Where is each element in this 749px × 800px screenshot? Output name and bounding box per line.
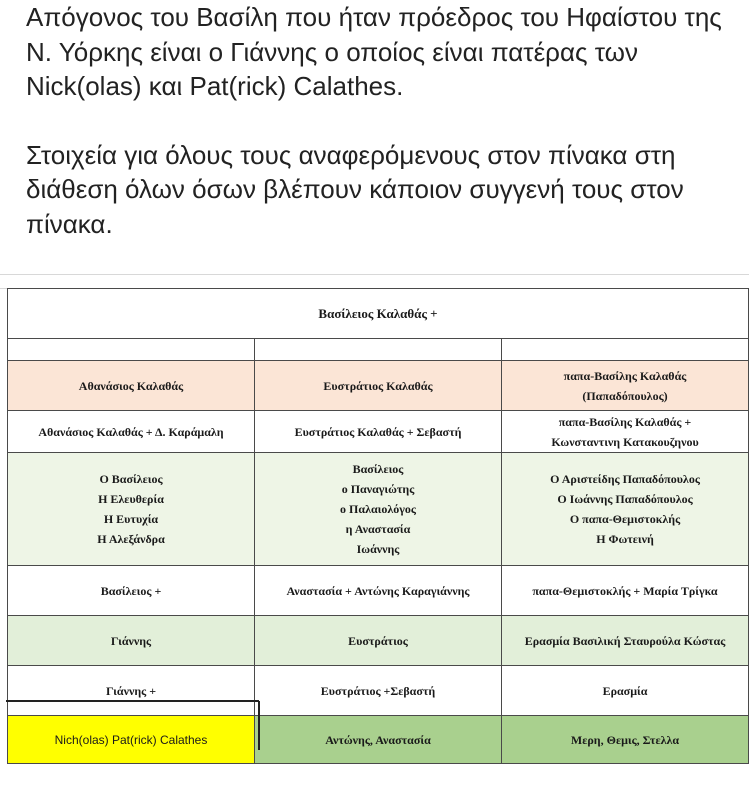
table-row <box>8 716 749 764</box>
cell-line: η Αναστασία <box>345 522 411 536</box>
cell-line: Ο Αριστείδης Παπαδόπουλος <box>550 472 700 486</box>
cell-line: Κωνσταντινη Κατακουζηνου <box>551 434 699 449</box>
table-row <box>8 616 749 666</box>
couple-cell: Ευστράτιος Καλαθάς + Σεβαστή <box>255 411 502 453</box>
descendant-cell: Αντώνης, Αναστασία <box>255 716 502 764</box>
couple-cell: Γιάννης + <box>8 666 255 716</box>
gridline <box>0 274 749 275</box>
descendant-cell: Ερασμία Βασιλική Σταυρούλα Κώστας <box>502 616 749 666</box>
child-cell <box>502 361 749 411</box>
table-row <box>8 289 749 339</box>
couple-cell: παπα-Θεμιστοκλής + Μαρία Τρίγκα <box>502 566 749 616</box>
cell-selection-border <box>258 701 260 750</box>
cell-line: παπα-Βασίλης Καλαθάς + <box>558 414 692 429</box>
grandchildren-cell <box>502 453 749 566</box>
cell-line: Η Φωτεινή <box>596 532 654 546</box>
table-row <box>8 666 749 716</box>
cell-line: Ιωάννης <box>356 542 400 556</box>
intro-paragraph-1: Απόγονος του Βασίλη που ήταν πρόεδρος του Ηφαίστου της Ν. Υόρκης είναι ο Γιάννης ο οποίος είναι πατέρας των Nick(olas) και Pat(rick) Calathes. <box>26 2 722 101</box>
grandchildren-cell <box>8 453 255 566</box>
family-tree-table <box>7 288 749 764</box>
cell-line: Ο Ιωάννης Παπαδόπουλος <box>557 492 693 506</box>
couple-cell: Ευστράτιος +Σεβαστή <box>255 666 502 716</box>
couple-cell: Βασίλειος + <box>8 566 255 616</box>
cell-line: Ο Βασίλειος <box>99 472 163 486</box>
table-row <box>8 339 749 361</box>
cell-line: Βασίλειος <box>352 462 404 476</box>
cell-line: Η Ελευθερία <box>98 492 164 506</box>
child-cell: Αθανάσιος Καλαθάς <box>8 361 255 411</box>
spreadsheet-image <box>0 268 749 800</box>
cell-selection-border <box>6 700 259 702</box>
cell-line: (Παπαδόπουλος) <box>582 388 668 403</box>
cell-line: ο Παναγιώτης <box>341 482 415 496</box>
root-ancestor-cell: Βασίλειος Καλαθάς + <box>8 289 749 339</box>
table-row <box>8 411 749 453</box>
descendant-cell: Ευστράτιος <box>255 616 502 666</box>
couple-cell: Ερασμία <box>502 666 749 716</box>
couple-cell: Αναστασία + Αντώνης Καραγιάννης <box>255 566 502 616</box>
cell-line: παπα-Βασίλης Καλαθάς <box>563 368 687 383</box>
cell-line: Ο παπα-Θεμιστοκλής <box>569 512 681 526</box>
intro-paragraph-2: Στοιχεία για όλους τους αναφερόμενους στον πίνακα στη διάθεση όλων όσων βλέπουν κάποιον συγγενή τους στον πίνακα. <box>26 139 684 239</box>
intro-text <box>26 0 741 241</box>
empty-cell <box>502 339 749 361</box>
cell-line: Η Ευτυχία <box>103 512 159 526</box>
selected-cell-calathes[interactable]: Nich(olas) Pat(rick) Calathes <box>8 716 255 764</box>
table-row <box>8 361 749 411</box>
cell-line: ο Παλαιολόγος <box>340 502 416 516</box>
descendant-cell: Γιάννης <box>8 616 255 666</box>
empty-cell <box>255 339 502 361</box>
table-row <box>8 453 749 566</box>
descendant-cell: Μερη, Θεμις, Στελλα <box>502 716 749 764</box>
couple-cell <box>502 411 749 453</box>
table-row <box>8 566 749 616</box>
child-cell: Ευστράτιος Καλαθάς <box>255 361 502 411</box>
cell-line: Η Αλεξάνδρα <box>97 532 165 546</box>
grandchildren-cell <box>255 453 502 566</box>
empty-cell <box>8 339 255 361</box>
couple-cell: Αθανάσιος Καλαθάς + Δ. Καράμαλη <box>8 411 255 453</box>
